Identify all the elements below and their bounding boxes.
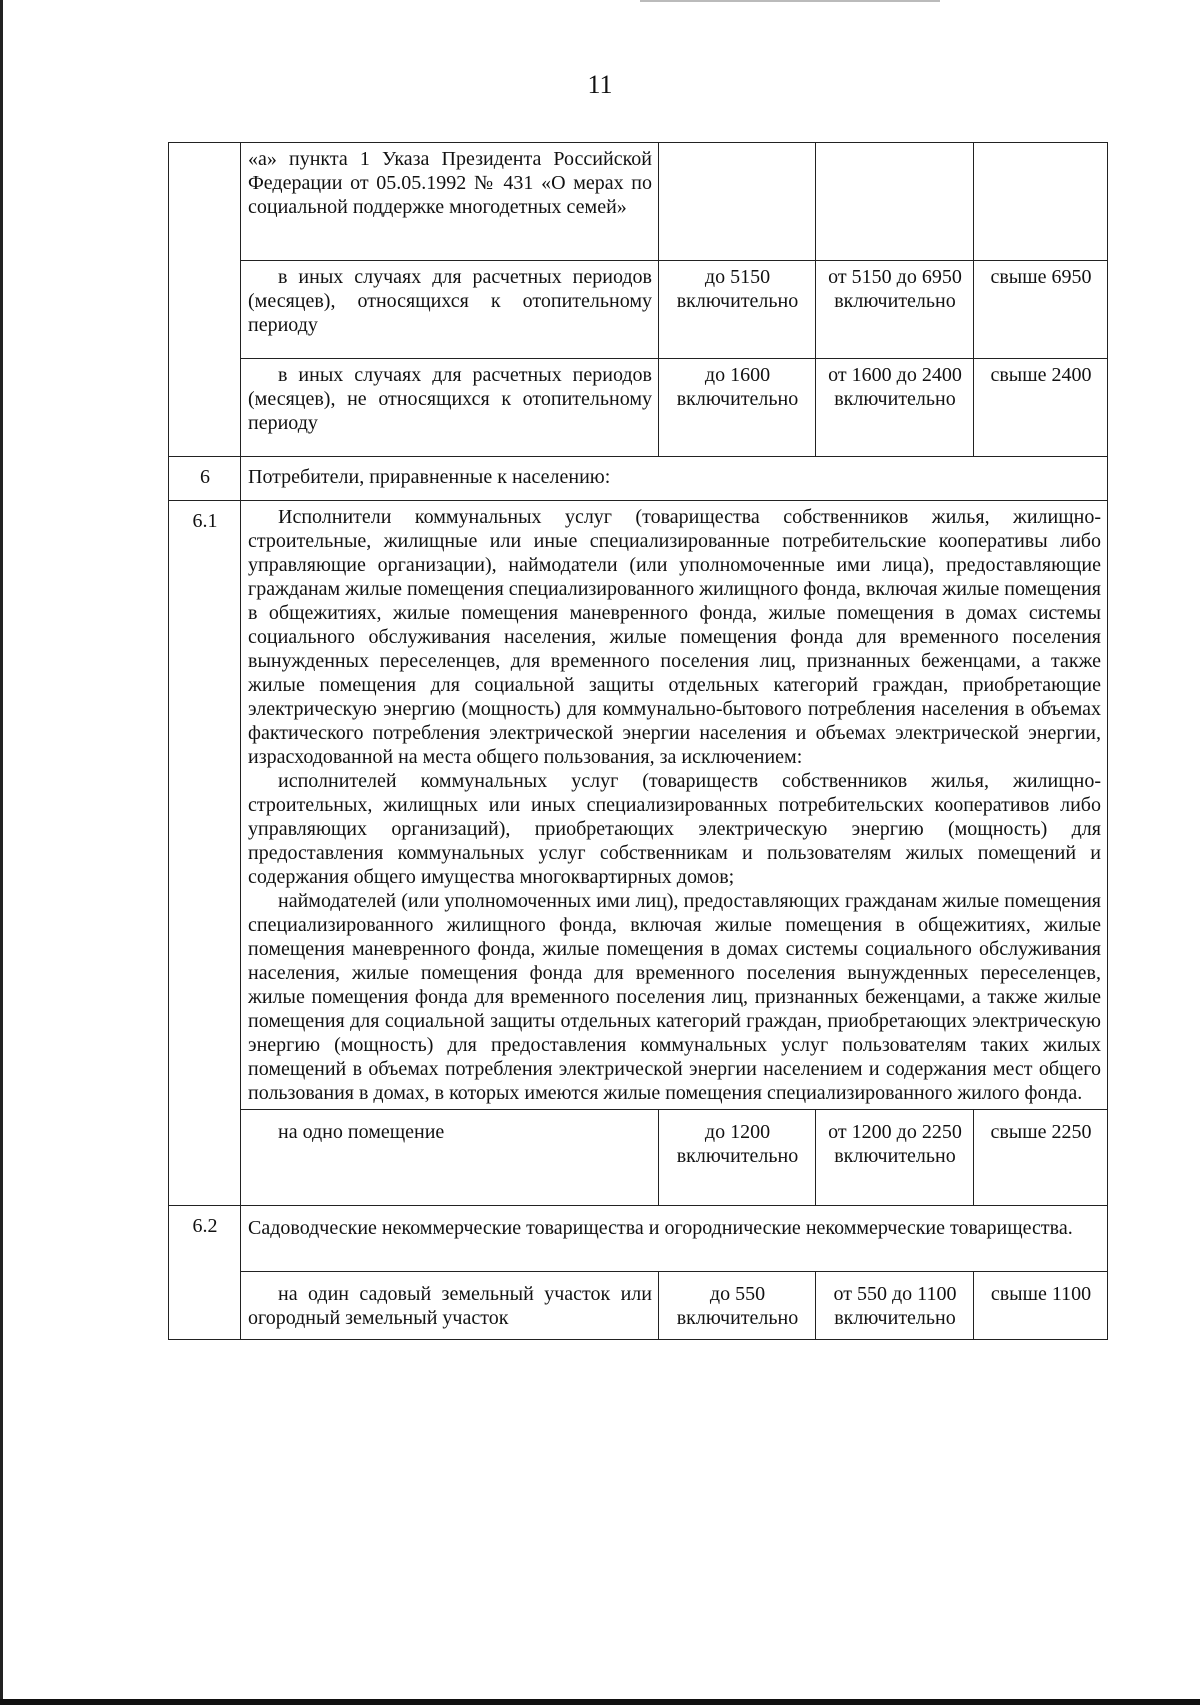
value-cell: [816, 143, 974, 261]
row-description: «а» пункта 1 Указа Президента Российской Федерации от 05.05.1992 № 431 «О мерах по социальной поддержке многодетных семей»: [241, 143, 659, 261]
table-row: [169, 261, 1108, 359]
range-low: до 1600 включительно: [659, 359, 816, 457]
value-cell: [974, 143, 1108, 261]
row-number: 6: [169, 457, 241, 501]
section-body: [241, 501, 1108, 1110]
range-low: до 550 включительно: [659, 1272, 816, 1340]
table-row: [169, 1272, 1108, 1340]
row-number-cell: [169, 261, 241, 359]
range-high: свыше 2400: [974, 359, 1108, 457]
section-heading: Потребители, приравненные к населению:: [241, 457, 1108, 501]
row-description: на один садовый земельный участок или огородный земельный участок: [241, 1272, 659, 1340]
table-row: [169, 1110, 1108, 1206]
range-high: свыше 2250: [974, 1110, 1108, 1206]
table-row: [169, 359, 1108, 457]
tariff-table: [168, 142, 1108, 1340]
scan-top-edge: [640, 0, 940, 2]
row-number-cell: [169, 1272, 241, 1340]
table-row: [169, 501, 1108, 1110]
row-number-cell: [169, 1110, 241, 1206]
row-number-cell: [169, 359, 241, 457]
section-heading: Садоводческие некоммерческие товарищества и огороднические некоммерческие товарищества.: [241, 1206, 1108, 1272]
range-low: до 5150 включительно: [659, 261, 816, 359]
table-row: [169, 143, 1108, 261]
table-row: [169, 457, 1108, 501]
row-description: в иных случаях для расчетных периодов (месяцев), не относящихся к отопительному периоду: [241, 359, 659, 457]
row-description: в иных случаях для расчетных периодов (месяцев), относящихся к отопительному периоду: [241, 261, 659, 359]
range-low: до 1200 включительно: [659, 1110, 816, 1206]
value-cell: [659, 143, 816, 261]
paragraph: наймодателей (или уполномоченных ими лиц), предоставляющих гражданам жилые помещения специализированного жилищного фонда, включая жилые помещения в общежитиях, жилые помещения маневренного фонда, жилые помещения в домах системы социального обслуживания населения, жилые помещения фонда для временного поселения вынужденных переселенцев, жилые помещения фонда для временного поселения лиц, признанных беженцами, а также жилые помещения для социальной защиты отдельных категорий граждан, приобретающих электрическую энергию (мощность) для предоставления коммунальных услуг пользователям таких жилых помещений в объемах потребления электрической энергии населением и содержания мест общего пользования в домах, в которых имеются жилые помещения специализированного жилого фонда.: [248, 890, 1101, 1104]
range-mid: от 5150 до 6950 включительно: [816, 261, 974, 359]
range-high: свыше 1100: [974, 1272, 1108, 1340]
scan-left-edge: [0, 0, 3, 1705]
range-mid: от 1600 до 2400 включительно: [816, 359, 974, 457]
table-row: [169, 1206, 1108, 1272]
paragraph: исполнителей коммунальных услуг (товариществ собственников жилья, жилищно-строительных, жилищных или иных специализированных потребительских кооперативов либо управляющих организаций), приобретающих электрическую энергию (мощность) для предоставления коммунальных услуг собственникам и пользователям жилых помещений и содержания общего имущества многоквартирных домов;: [248, 770, 1101, 888]
row-description: на одно помещение: [241, 1110, 659, 1206]
paragraph: Исполнители коммунальных услуг (товарищества собственников жилья, жилищно-строительные, жилищные или иные специализированные потребительские кооперативы либо управляющие организации), наймодатели (или уполномоченные ими лица), предоставляющие гражданам жилые помещения специализированного жилищного фонда, включая жилые помещения в общежитиях, жилые помещения маневренного фонда, жилые помещения в домах системы социального обслуживания населения, жилые помещения фонда для временного поселения вынужденных переселенцев, для временного поселения лиц, признанных беженцами, а также жилые помещения для социальной защиты отдельных категорий граждан, приобретающие электрическую энергию (мощность) для коммунально-бытового потребления населения в объемах фактического потребления электрической энергии населения и объемах электрической энергии, израсходованной на места общего пользования, за исключением:: [248, 506, 1101, 768]
row-number-cell: [169, 143, 241, 261]
row-number: 6.1: [169, 501, 241, 1110]
scan-bottom-edge: [0, 1699, 1200, 1705]
range-mid: от 1200 до 2250 включительно: [816, 1110, 974, 1206]
row-number: 6.2: [169, 1206, 241, 1272]
range-high: свыше 6950: [974, 261, 1108, 359]
range-mid: от 550 до 1100 включительно: [816, 1272, 974, 1340]
page-number: 11: [587, 70, 613, 99]
